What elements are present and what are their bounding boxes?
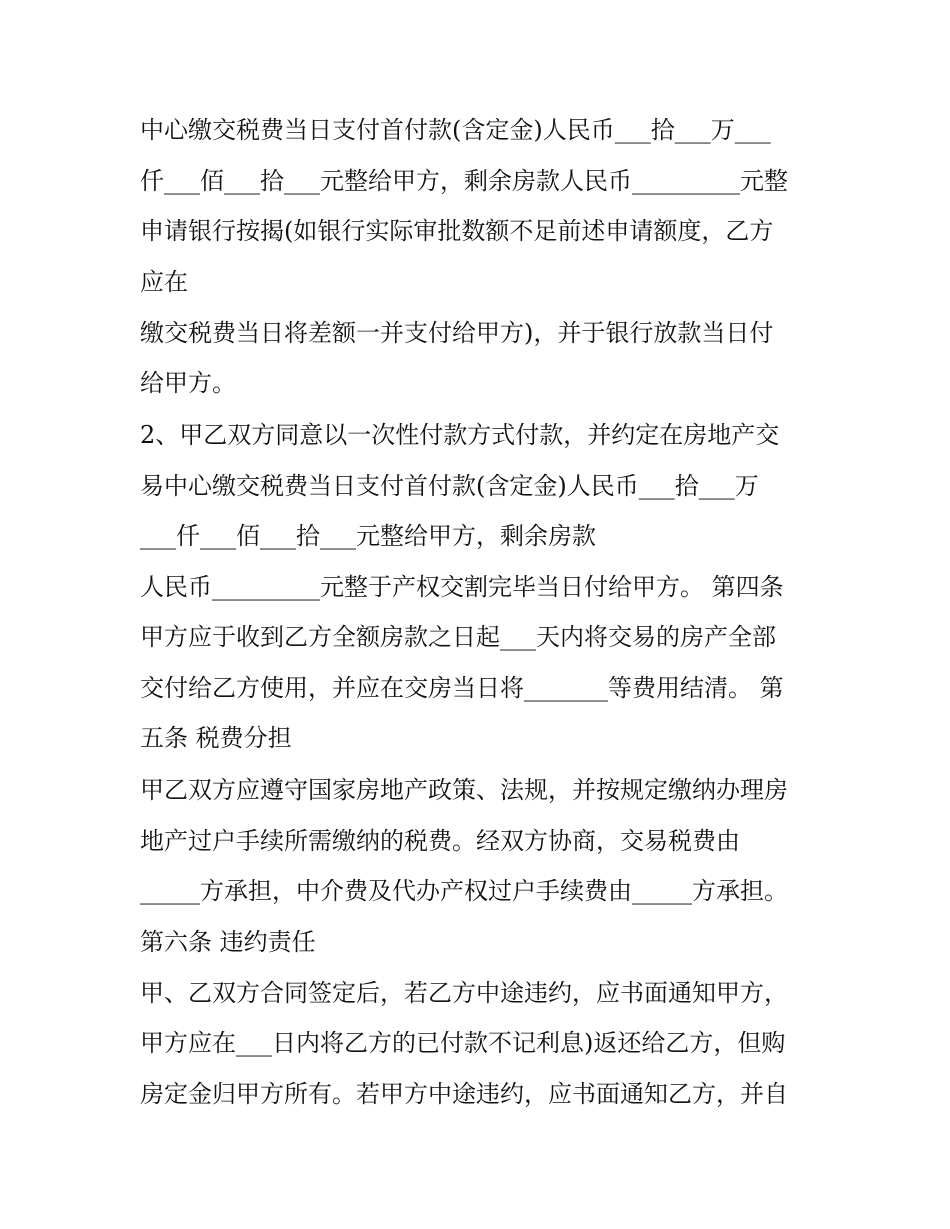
text-line: _____方承担，中介费及代办产权过户手续费由_____方承担。 [140, 877, 788, 905]
text-line: 仟___佰___拾___元整给甲方，剩余房款人民币_________元整 [140, 167, 788, 195]
text-line: 人民币_________元整于产权交割完毕当日付给甲方。 第四条 [140, 573, 784, 601]
text-line: 给甲方。 [140, 369, 236, 397]
text-line: 缴交税费当日将差额一并支付给甲方)，并于银行放款当日付 [140, 319, 774, 347]
text-line: ___仟___佰___拾___元整给甲方，剩余房款 [140, 522, 596, 550]
text-line: 易中心缴交税费当日支付首付款(含定金)人民币___拾___万 [140, 472, 759, 500]
text-line: 第六条 违约责任 [140, 928, 316, 956]
text-line: 五条 税费分担 [140, 724, 292, 752]
text-line: 中心缴交税费当日支付首付款(含定金)人民币___拾___万___ [140, 116, 771, 144]
text-line: 申请银行按揭(如银行实际审批数额不足前述申请额度，乙方 [140, 217, 774, 245]
text-line: 交付给乙方使用，并应在交房当日将_______等费用结清。 第 [140, 674, 784, 702]
text-line: 甲方应在___日内将乙方的已付款不记利息)返还给乙方，但购 [140, 1029, 786, 1057]
text-line: 地产过户手续所需缴纳的税费。经双方协商，交易税费由 [140, 827, 740, 855]
text-line: 甲乙双方应遵守国家房地产政策、法规，并按规定缴纳办理房 [140, 776, 788, 804]
text-line: 甲方应于收到乙方全额房款之日起___天内将交易的房产全部 [140, 623, 776, 651]
text-line: 房定金归甲方所有。若甲方中途违约，应书面通知乙方，并自 [140, 1080, 788, 1108]
text-line: 2、甲乙双方同意以一次性付款方式付款，并约定在房地产交 [140, 421, 780, 449]
text-line: 甲、乙双方合同签定后，若乙方中途违约，应书面通知甲方， [140, 979, 788, 1007]
text-line: 应在 [140, 268, 188, 296]
